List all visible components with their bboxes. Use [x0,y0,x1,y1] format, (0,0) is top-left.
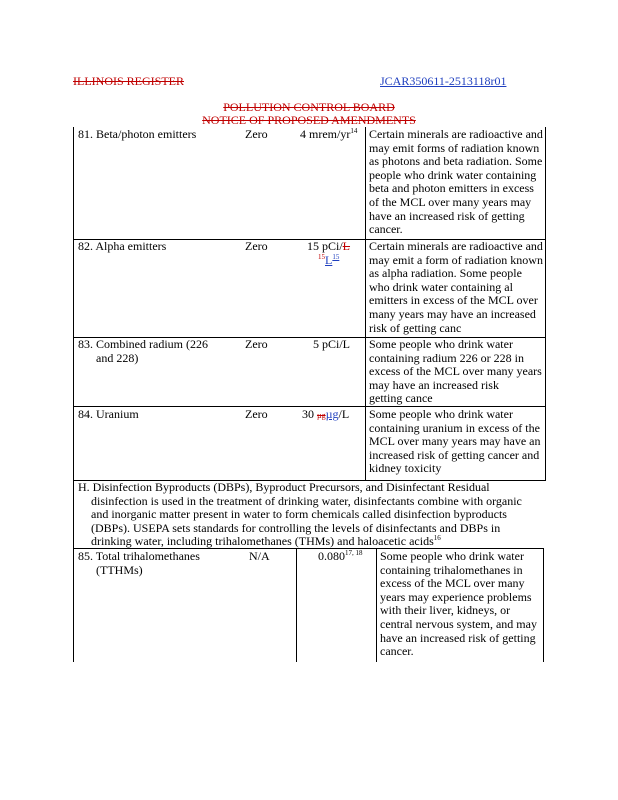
contaminant-line: (TTHMs) [96,562,143,577]
effect-line: people who drink water containing [369,167,537,182]
health-effects [369,338,542,406]
effect-line: beta and photon emitters in excess [369,181,534,196]
contaminant-line: and 228) [96,350,139,365]
effect-line: kidney toxicity [369,461,442,476]
mcl-value [318,550,363,564]
health-effects [369,408,541,476]
effect-line: cancer. [380,644,414,659]
mcl-column-divider [365,127,366,481]
effect-line: may have an increased risk [369,377,499,392]
contaminant-line: 85. Total trihalomethanes [78,549,200,563]
section-h-line: and inorganic matter present in water to form chemicals called disinfection byproducts [91,507,507,522]
footnote-ref: 17, 18 [345,549,363,557]
effect-line: who drink water containing al [369,279,513,294]
contaminant-name: 84. Uranium [78,407,139,421]
mclg-column-divider-lower [296,548,297,662]
agency-heading: POLLUTION CONTROL BOARD [223,100,395,114]
mcl-text: 4 mrem/yr [300,127,351,141]
deleted-text: µg [317,411,326,420]
mcl-value: 5 pCi/L [313,337,351,351]
footnote-ref: 14 [350,127,358,135]
contaminant-name [78,550,200,577]
effect-line: have an increased risk of getting [380,630,536,645]
mcl-text: 30 [302,407,317,421]
effect-line: Certain minerals are radioactive and [369,127,543,141]
footnote-ref: 15 [318,253,325,261]
effect-line: as photons and beta radiation. Some [369,154,543,169]
contaminant-name: 81. Beta/photon emitters [78,127,197,141]
mclg-value: Zero [245,407,268,421]
effect-line: may emit forms of radiation known [369,140,540,155]
effect-line: containing radium 226 or 228 in [369,350,524,365]
health-effects [380,550,537,659]
effect-line: with their liver, kidneys, or [380,603,511,618]
effect-line: as alpha radiation. Some people [369,266,522,281]
effect-line: risk of getting canc [369,320,462,335]
mcl-value [300,128,357,142]
table-right-border [545,127,546,481]
mcl-text: 0.080 [318,549,345,563]
effect-line: years may experience problems [380,589,532,604]
effect-line: containing uranium in excess of the [369,420,540,435]
effect-line: containing trihalomethanes in [380,562,523,577]
effect-line: Certain minerals are radioactive and [369,239,543,253]
section-h-line: drinking water, including trihalomethanes (THMs) and haloacetic acids [91,534,434,549]
mcl-column-divider-lower [376,548,377,662]
section-h-line: (DBPs). USEPA sets standards for controlling the levels of disinfectants and DBPs in [91,520,501,535]
effect-line: Some people who drink water [380,549,524,563]
effect-line: MCL over many years may have an [369,434,541,449]
section-h-paragraph [78,481,548,549]
section-h-line: H. Disinfection Byproducts (DBPs), Byproduct Precursors, and Disinfectant Residual [78,480,490,494]
health-effects [369,240,543,335]
effect-line: getting cance [369,391,433,406]
effect-line: have an increased risk of getting [369,208,525,223]
mcl-text: 15 pCi/ [307,239,343,253]
contaminant-name [78,338,208,365]
mcl-value [307,240,350,254]
contaminant-line: 83. Combined radium (226 [78,337,208,351]
effect-line: Some people who drink water [369,407,513,421]
footnote-ref: 16 [433,534,441,543]
jcar-reference-link[interactable]: JCAR350611-2513118r01 [380,74,507,88]
mclg-value: Zero [245,239,268,253]
effect-line: many years may have an increased [369,306,536,321]
deleted-text: L [342,239,351,253]
table-right-border-lower [543,548,544,662]
notice-heading: NOTICE OF PROPOSED AMENDMENTS [202,113,416,127]
effect-line: excess of the MCL over many [380,576,525,591]
table-row [78,128,196,142]
effect-line: Some people who drink water [369,337,513,351]
inserted-text: µg [325,407,339,421]
effect-line: increased risk of getting cancer and [369,447,540,462]
effect-line: cancer. [369,222,403,237]
mclg-value: N/A [249,549,270,563]
footnote-ref: 15 [332,253,340,261]
mclg-value: Zero [245,337,268,351]
inserted-text: L [325,253,333,267]
contaminant-name: 82. Alpha emitters [78,239,167,253]
effect-line: central nervous system, and may [380,616,537,631]
effect-line: excess of the MCL over many years [369,364,542,379]
health-effects [369,128,543,237]
mcl-unit: /L [338,407,350,421]
register-title: ILLINOIS REGISTER [73,74,184,88]
mcl-revision [318,254,339,268]
table-left-border [73,127,74,662]
effect-line: may emit a form of radiation known [369,252,543,267]
mclg-value: Zero [245,127,268,141]
mcl-value [302,408,349,423]
section-h-line: disinfection is used in the treatment of drinking water, disinfectants combine with organic [91,493,522,508]
effect-line: of the MCL over many years may [369,194,532,209]
effect-line: emitters in excess of the MCL over [369,293,538,308]
